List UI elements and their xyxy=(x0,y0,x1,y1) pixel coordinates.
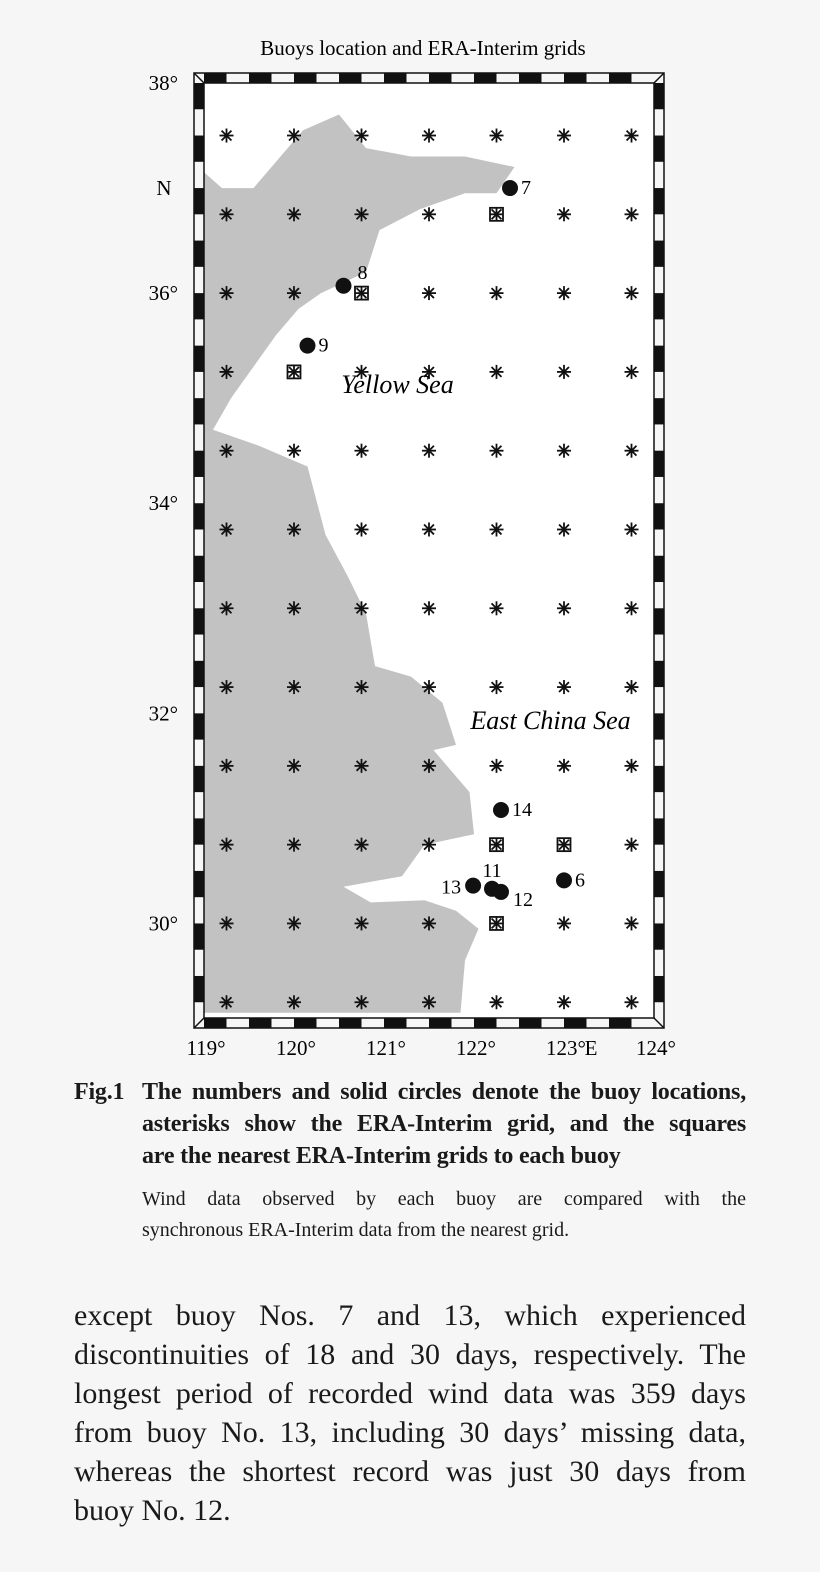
frame-segment xyxy=(654,766,664,792)
frame-segment xyxy=(654,398,664,424)
body-line: except buoy Nos. 7 and 13, which experienced xyxy=(74,1299,746,1332)
grid-point-asterisk xyxy=(422,838,436,852)
frame-segment xyxy=(194,556,204,582)
frame-segment xyxy=(654,713,664,739)
grid-point-asterisk xyxy=(355,522,369,536)
frame-corner xyxy=(194,1018,204,1028)
frame-segment xyxy=(194,818,204,844)
grid-point-asterisk xyxy=(355,207,369,221)
grid-point-asterisk xyxy=(490,522,504,536)
frame-segment xyxy=(654,136,664,162)
grid-point-asterisk xyxy=(557,995,571,1009)
grid-point-asterisk xyxy=(355,838,369,852)
grid-point-asterisk xyxy=(287,995,301,1009)
buoy-label: 11 xyxy=(482,859,502,882)
grid-point-asterisk xyxy=(490,286,504,300)
grid-point-asterisk xyxy=(355,995,369,1009)
map-layer xyxy=(149,71,676,1060)
grid-point-asterisk xyxy=(422,444,436,458)
frame-segment xyxy=(204,1018,227,1028)
lon-tick-label: 119° xyxy=(186,1036,226,1060)
grid-point-asterisk xyxy=(220,444,234,458)
frame-segment xyxy=(194,608,204,634)
buoy-marker xyxy=(336,278,352,294)
grid-point-asterisk xyxy=(625,916,639,930)
grid-point-asterisk xyxy=(220,759,234,773)
body-line: whereas the shortest record was just 30 days from xyxy=(74,1455,746,1488)
grid-point-asterisk xyxy=(557,680,571,694)
body-line: from buoy No. 13, including 30 days’ missing data, xyxy=(74,1416,746,1449)
frame-segment xyxy=(609,1018,632,1028)
grid-point-asterisk xyxy=(355,444,369,458)
grid-point-asterisk xyxy=(557,129,571,143)
grid-point-asterisk xyxy=(490,601,504,615)
frame-segment xyxy=(654,503,664,529)
grid-point-asterisk xyxy=(220,129,234,143)
frame-segment xyxy=(339,1018,362,1028)
frame-segment xyxy=(194,871,204,897)
frame-segment xyxy=(519,1018,542,1028)
frame-segment xyxy=(654,293,664,319)
grid-point-asterisk xyxy=(557,759,571,773)
frame-segment xyxy=(654,923,664,949)
map-title: Buoys location and ERA-Interim grids xyxy=(260,36,586,60)
sea-name-label: Yellow Sea xyxy=(341,369,454,399)
grid-point-asterisk xyxy=(490,995,504,1009)
grid-point-asterisk xyxy=(220,838,234,852)
grid-point-asterisk xyxy=(422,916,436,930)
frame-segment xyxy=(564,1018,587,1028)
grid-point-asterisk xyxy=(625,995,639,1009)
grid-point-asterisk xyxy=(422,207,436,221)
frame-segment xyxy=(654,83,664,109)
grid-point-asterisk xyxy=(490,444,504,458)
buoy-label: 6 xyxy=(575,869,585,892)
frame-segment xyxy=(194,83,204,109)
frame-segment xyxy=(194,766,204,792)
sea-name-label: East China Sea xyxy=(470,706,631,736)
body-line: discontinuities of 18 and 30 days, respectively. The xyxy=(74,1338,746,1371)
grid-point-asterisk xyxy=(625,522,639,536)
frame-segment xyxy=(339,73,362,83)
body-paragraph xyxy=(74,1296,746,1530)
frame-segment xyxy=(249,1018,272,1028)
buoy-label: 9 xyxy=(318,334,329,357)
grid-point-asterisk xyxy=(355,286,369,300)
grid-point-asterisk xyxy=(422,759,436,773)
grid-point-asterisk xyxy=(220,680,234,694)
caption-lines xyxy=(142,1076,746,1172)
frame-segment xyxy=(654,871,664,897)
buoy-marker xyxy=(502,180,518,196)
caption-note-line: synchronous ERA-Interim data from the nearest grid. xyxy=(142,1219,570,1241)
grid-point-asterisk xyxy=(625,286,639,300)
grid-point-asterisk xyxy=(287,838,301,852)
buoy-marker xyxy=(556,872,572,888)
grid-point-asterisk xyxy=(557,444,571,458)
grid-point-asterisk xyxy=(287,129,301,143)
grid-point-asterisk xyxy=(625,759,639,773)
grid-point-asterisk xyxy=(490,916,504,930)
grid-point-asterisk xyxy=(625,444,639,458)
figure-caption xyxy=(74,1076,746,1246)
grid-point-asterisk xyxy=(220,365,234,379)
frame-segment xyxy=(194,976,204,1002)
grid-point-asterisk xyxy=(287,207,301,221)
frame-segment xyxy=(654,188,664,214)
caption-line: The numbers and solid circles denote the buoy locations, xyxy=(142,1079,746,1105)
frame-segment xyxy=(654,451,664,477)
frame-corner xyxy=(654,1018,664,1028)
grid-point-asterisk xyxy=(422,522,436,536)
frame-segment xyxy=(204,73,227,83)
caption-main xyxy=(74,1076,746,1172)
lon-tick-label: 123° xyxy=(546,1036,586,1060)
buoy-marker xyxy=(465,878,481,894)
grid-point-asterisk xyxy=(625,365,639,379)
lon-unit-label: E xyxy=(584,1036,598,1060)
grid-point-asterisk xyxy=(287,365,301,379)
grid-point-asterisk xyxy=(287,286,301,300)
grid-point-asterisk xyxy=(287,601,301,615)
grid-point-asterisk xyxy=(490,207,504,221)
frame-segment xyxy=(194,398,204,424)
frame-segment xyxy=(249,73,272,83)
grid-point-asterisk xyxy=(625,601,639,615)
body-line: longest period of recorded wind data was 359 days xyxy=(74,1377,746,1410)
grid-point-asterisk xyxy=(490,759,504,773)
buoy-marker xyxy=(300,338,316,354)
frame-segment xyxy=(654,976,664,1002)
buoy-label: 12 xyxy=(513,888,533,911)
frame-segment xyxy=(654,818,664,844)
frame-segment xyxy=(654,241,664,267)
grid-point-asterisk xyxy=(557,838,571,852)
grid-point-asterisk xyxy=(625,207,639,221)
grid-point-asterisk xyxy=(355,759,369,773)
caption-note-line: Wind data observed by each buoy are compared with the xyxy=(142,1188,746,1210)
grid-point-asterisk xyxy=(557,365,571,379)
grid-point-asterisk xyxy=(490,129,504,143)
frame-segment xyxy=(429,1018,452,1028)
buoy-label: 14 xyxy=(512,798,532,821)
frame-segment xyxy=(194,136,204,162)
grid-point-asterisk xyxy=(287,916,301,930)
frame-segment xyxy=(194,188,204,214)
frame-segment xyxy=(654,346,664,372)
lon-tick-label: 124° xyxy=(636,1036,676,1060)
grid-point-asterisk xyxy=(355,680,369,694)
grid-point-asterisk xyxy=(287,759,301,773)
frame-corner xyxy=(654,73,664,83)
grid-point-asterisk xyxy=(287,444,301,458)
frame-segment xyxy=(654,661,664,687)
grid-point-asterisk xyxy=(220,286,234,300)
frame-segment xyxy=(194,241,204,267)
grid-point-asterisk xyxy=(625,129,639,143)
grid-point-asterisk xyxy=(355,916,369,930)
lat-unit-label: N xyxy=(156,176,172,201)
grid-point-asterisk xyxy=(490,365,504,379)
grid-point-asterisk xyxy=(490,680,504,694)
frame-segment xyxy=(194,713,204,739)
grid-point-asterisk xyxy=(557,916,571,930)
grid-point-asterisk xyxy=(625,680,639,694)
grid-point-asterisk xyxy=(490,838,504,852)
buoy-label: 13 xyxy=(441,876,462,899)
grid-point-asterisk xyxy=(220,522,234,536)
buoy-marker xyxy=(493,884,509,900)
lon-tick-label: 122° xyxy=(456,1036,496,1060)
frame-segment xyxy=(194,661,204,687)
grid-point-asterisk xyxy=(422,129,436,143)
lat-tick-label: 32° xyxy=(148,701,178,726)
lon-tick-label: 121° xyxy=(366,1036,406,1060)
frame-segment xyxy=(194,293,204,319)
lat-tick-label: 36° xyxy=(148,281,178,306)
lat-tick-label: 34° xyxy=(148,491,178,516)
frame-segment xyxy=(609,73,632,83)
frame-segment xyxy=(654,608,664,634)
frame-segment xyxy=(194,923,204,949)
grid-point-asterisk xyxy=(557,286,571,300)
frame-segment xyxy=(519,73,542,83)
grid-point-asterisk xyxy=(220,207,234,221)
frame-segment xyxy=(194,503,204,529)
frame-segment xyxy=(294,73,317,83)
buoy-label: 8 xyxy=(357,261,368,284)
grid-point-asterisk xyxy=(220,916,234,930)
grid-point-asterisk xyxy=(422,601,436,615)
frame-segment xyxy=(384,73,407,83)
frame-segment xyxy=(194,451,204,477)
frame-segment xyxy=(194,346,204,372)
frame-segment xyxy=(429,73,452,83)
grid-point-asterisk xyxy=(220,601,234,615)
grid-point-asterisk xyxy=(557,522,571,536)
frame-corner xyxy=(194,73,204,83)
frame-segment xyxy=(294,1018,317,1028)
caption-line: asterisks show the ERA-Interim grid, and the squares xyxy=(142,1111,746,1137)
grid-point-asterisk xyxy=(355,129,369,143)
frame-segment xyxy=(564,73,587,83)
grid-point-asterisk xyxy=(557,207,571,221)
grid-point-asterisk xyxy=(557,601,571,615)
frame-segment xyxy=(474,73,497,83)
grid-point-asterisk xyxy=(287,522,301,536)
grid-point-asterisk xyxy=(422,680,436,694)
caption-prefix: Fig.1 xyxy=(74,1079,125,1105)
caption-note xyxy=(142,1184,746,1246)
lon-tick-label: 120° xyxy=(276,1036,316,1060)
caption-line: are the nearest ERA-Interim grids to each buoy xyxy=(142,1143,621,1169)
frame-segment xyxy=(474,1018,497,1028)
grid-point-asterisk xyxy=(625,838,639,852)
body-line: buoy No. 12. xyxy=(74,1494,231,1527)
frame-segment xyxy=(654,556,664,582)
lat-tick-label: 30° xyxy=(148,911,178,936)
buoy-marker xyxy=(493,802,509,818)
lat-tick-label: 38° xyxy=(148,71,178,95)
frame-segment xyxy=(384,1018,407,1028)
grid-point-asterisk xyxy=(355,601,369,615)
grid-point-asterisk xyxy=(287,680,301,694)
grid-point-asterisk xyxy=(422,286,436,300)
grid-point-asterisk xyxy=(422,995,436,1009)
grid-point-asterisk xyxy=(220,995,234,1009)
buoy-label: 7 xyxy=(521,177,531,200)
